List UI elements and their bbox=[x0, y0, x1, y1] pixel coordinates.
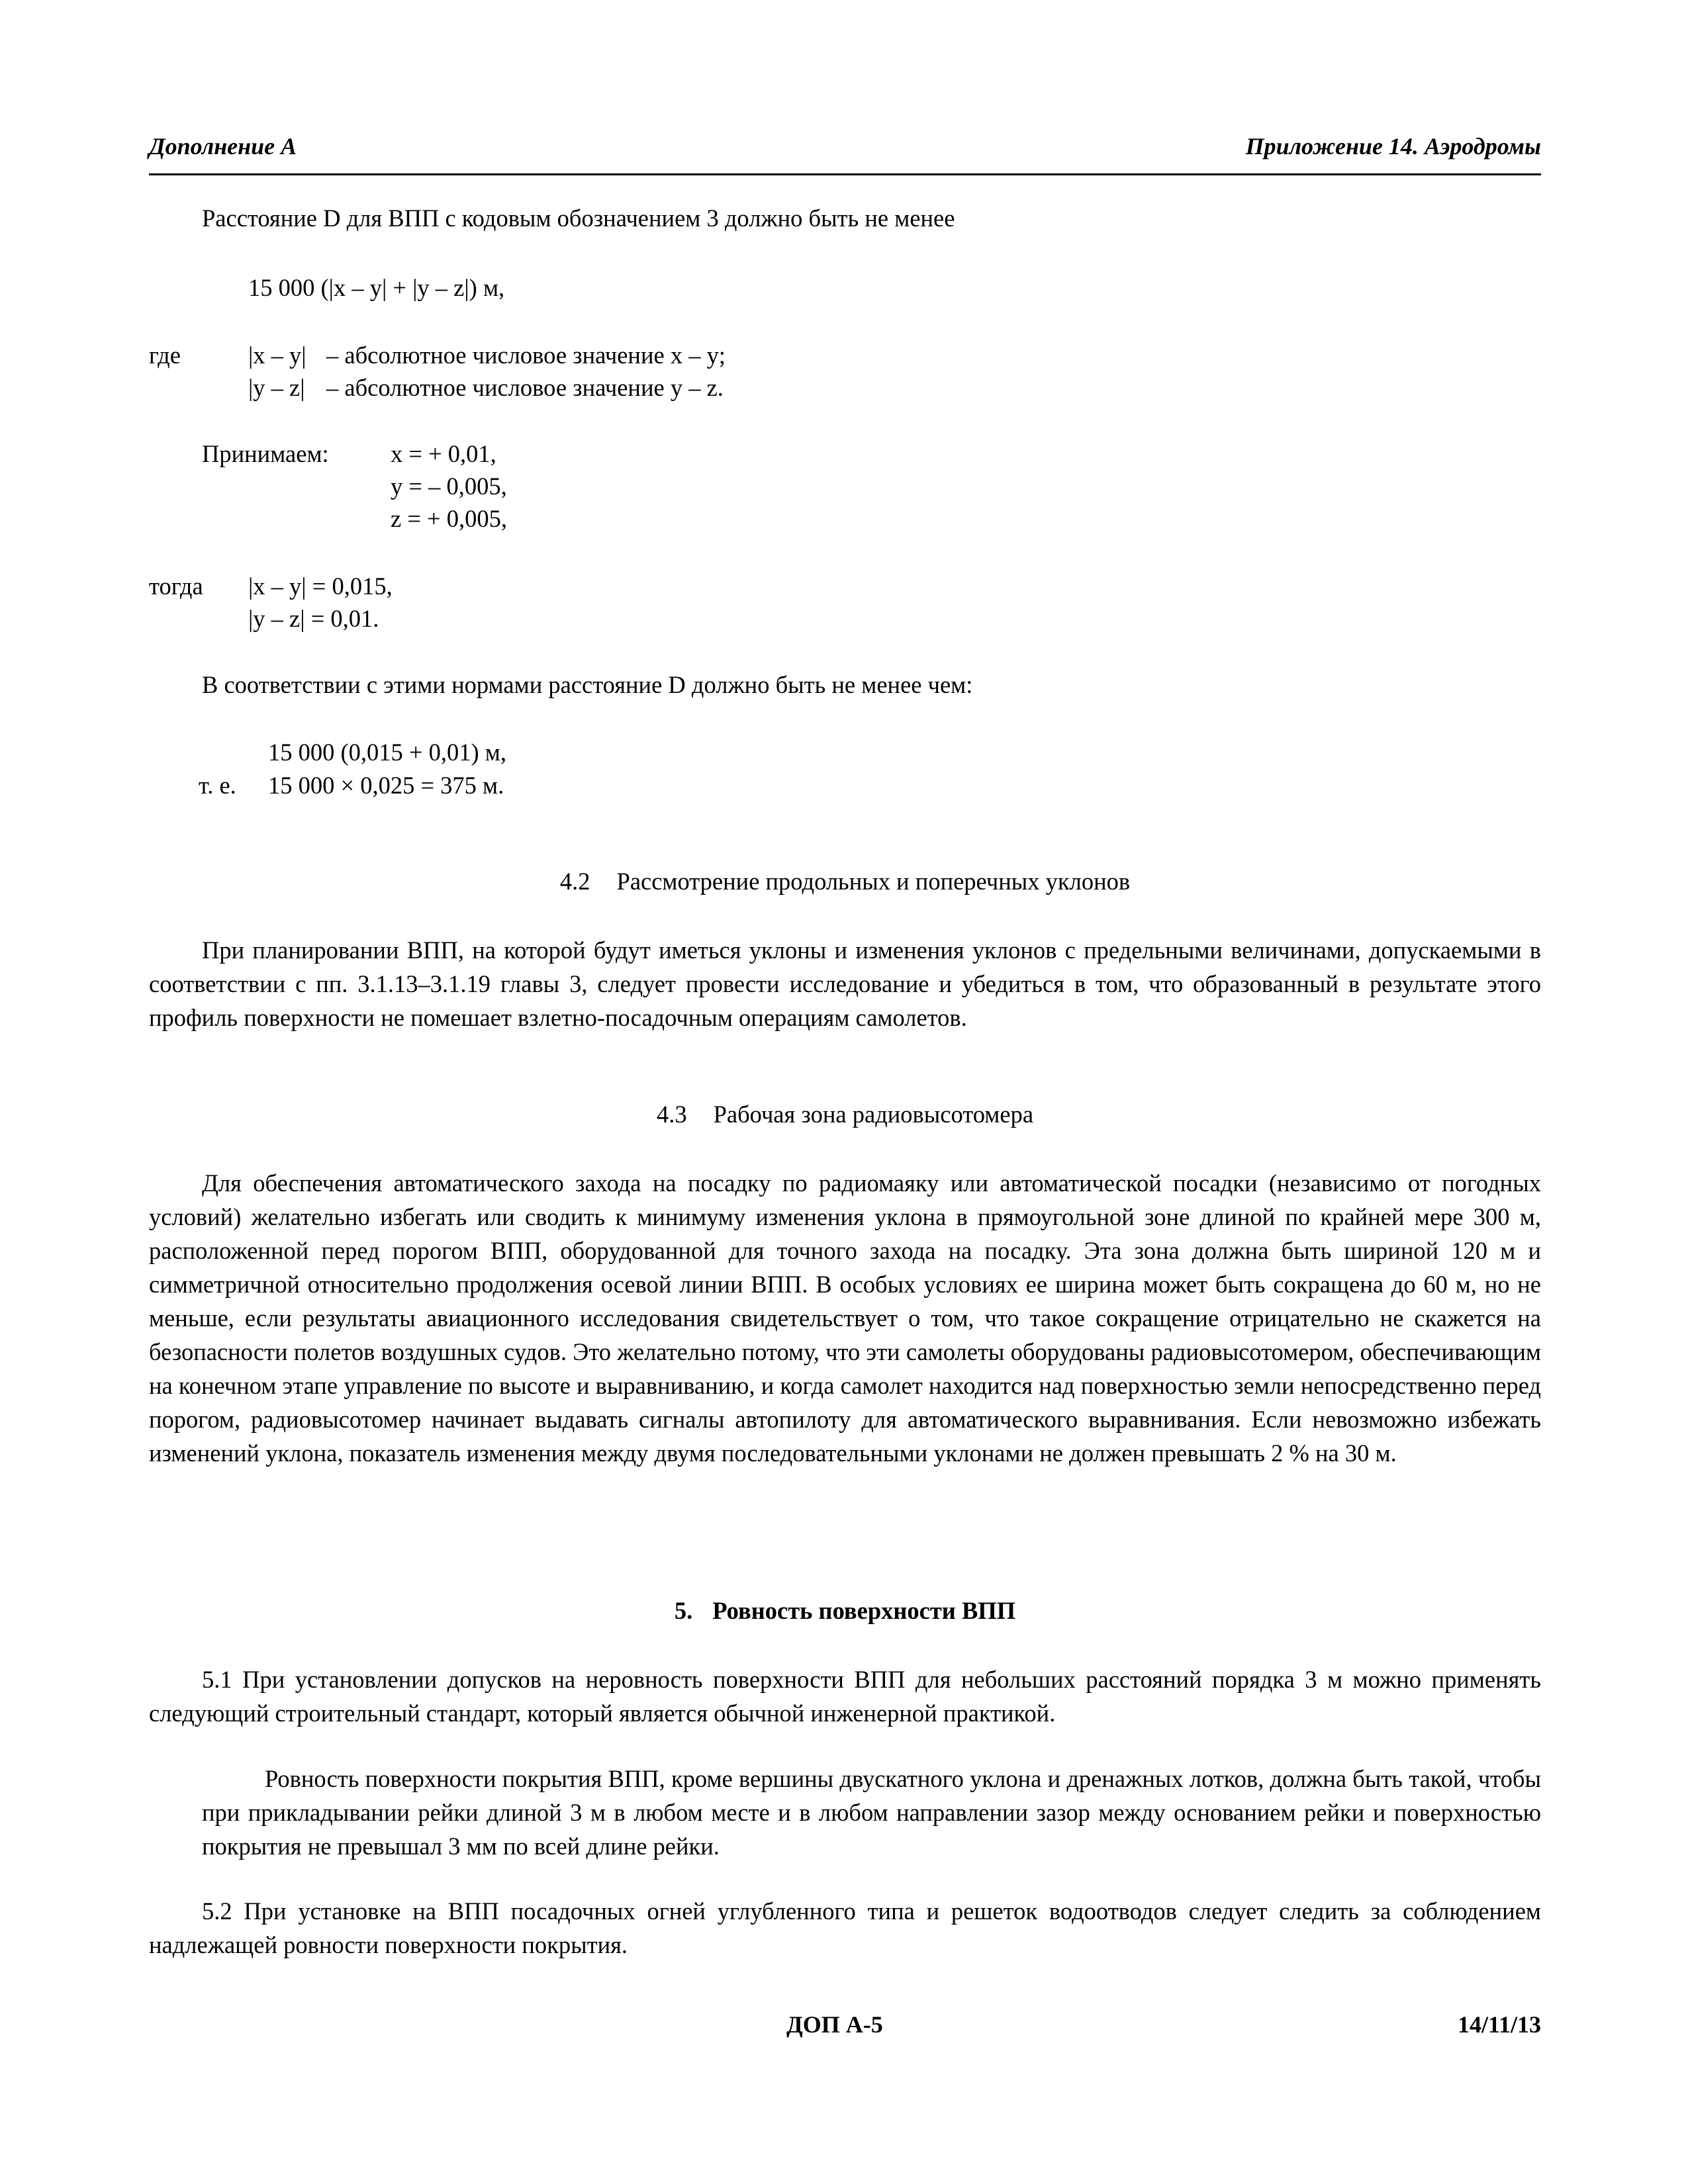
footer-date: 14/11/13 bbox=[1457, 2011, 1541, 2038]
formula-result: 15 000 × 0,025 = 375 м. bbox=[268, 772, 504, 799]
standard-quote: Ровность поверхности покрытия ВПП, кроме вершины двускатного уклона и дренажных лотков, должна быть такой, чтобы при прикладывании рейки длиной 3 м в любом месте и в любом направлении зазор между основанием рейки и поверхностью покрытия не превышал 3 мм по всей длине рейки. bbox=[202, 1765, 1541, 1860]
section-5-number: 5. bbox=[674, 1597, 693, 1624]
formula-min: 15 000 (0,015 + 0,01) м, bbox=[268, 739, 506, 766]
section-4-2-heading bbox=[149, 867, 1541, 895]
assume-x: x = + 0,01, bbox=[391, 440, 496, 467]
ie-label: т. е. bbox=[199, 772, 236, 799]
section-4-2-number: 4.2 bbox=[559, 868, 590, 895]
assume-z: z = + 0,005, bbox=[391, 505, 507, 532]
running-header-left: Дополнение A bbox=[149, 133, 297, 159]
then-line-2: |y – z| = 0,01. bbox=[248, 605, 379, 632]
assume-y: y = – 0,005, bbox=[391, 473, 507, 500]
section-4-3-text: Для обеспечения автоматического захода на посадку по радиомаяку или автоматической посадки (независимо от погодных условий) желательно избегать или сводить к минимуму изменения уклона в прямоугольной зоне длиной по крайней мере 300 м, расположенной перед порогом ВПП, оборудованной для точного захода на посадку. Эта зона должна быть шириной 120 м и симметричной относительно продолжения осевой линии ВПП. В особых условиях ее ширина может быть сокращена до 60 м, но не меньше, если результаты авиационного исследования свидетельствует о том, что такое сокращение отрицательно не скажется на безопасности полетов воздушных судов. Это желательно потому, что эти самолеты оборудованы радиовысотомером, обеспечивающим на конечном этапе управление по высоте и выравниванию, и когда самолет находится над поверхностью земли непосредственно перед порогом, радиовысотомер начинает выдавать сигналы автопилоту для автоматического выравнивания. Если невозможно избежать изменений уклона, показатель изменения между двумя последовательными уклонами не должен превышать 2 % на 30 м. bbox=[149, 1169, 1541, 1467]
paragraph-5-1: 5.1 При установлении допусков на неровность поверхности ВПП для небольших расстояний порядка 3 м можно применять следующий строительный стандарт, который является обычной инженерной практикой. bbox=[149, 1666, 1541, 1727]
footer-page-number: ДОП A-5 bbox=[786, 2011, 883, 2038]
where-label: где bbox=[149, 341, 181, 369]
section-4-2-text: При планировании ВПП, на которой будут иметься уклоны и изменения уклонов с предельными величинами, допускаемыми в соответствии с пп. 3.1.13–3.1.19 главы 3, следует провести исследование и убедиться в том, что образованный в результате этого профиль поверхности не помешает взлетно-посадочным операциям самолетов. bbox=[149, 936, 1541, 1031]
paragraph-5-2: 5.2 При установке на ВПП посадочных огней углубленного типа и решеток водоотводов следует следить за соблюдением надлежащей ровности поверхности покрытия. bbox=[149, 1897, 1541, 1958]
where-expr-2: |y – z| bbox=[248, 374, 305, 401]
section-4-3-heading bbox=[149, 1100, 1541, 1128]
then-label: тогда bbox=[149, 572, 203, 600]
then-line-1: |x – y| = 0,015, bbox=[248, 572, 393, 600]
where-desc-1: – абсолютное числовое значение x – y; bbox=[326, 341, 726, 369]
accordance-text: В соответствии с этими нормами расстояние D должно быть не менее чем: bbox=[202, 671, 973, 698]
where-desc-2: – абсолютное числовое значение y – z. bbox=[326, 374, 724, 401]
section-5-title: Ровность поверхности ВПП bbox=[712, 1597, 1016, 1624]
formula-distance: 15 000 (|x – y| + |y – z|) м, bbox=[248, 274, 505, 301]
section-4-2-title: Рассмотрение продольных и поперечных уклонов bbox=[616, 868, 1131, 895]
assume-label: Принимаем: bbox=[202, 440, 329, 467]
intro-text: Расстояние D для ВПП с кодовым обозначением 3 должно быть не менее bbox=[202, 205, 955, 232]
header-rule bbox=[149, 173, 1541, 175]
where-expr-1: |x – y| bbox=[248, 341, 306, 369]
section-4-3-number: 4.3 bbox=[656, 1101, 687, 1128]
section-4-3-title: Рабочая зона радиовысотомера bbox=[713, 1101, 1034, 1128]
running-header-right: Приложение 14. Аэродромы bbox=[1245, 133, 1541, 159]
section-5-heading bbox=[149, 1596, 1541, 1625]
